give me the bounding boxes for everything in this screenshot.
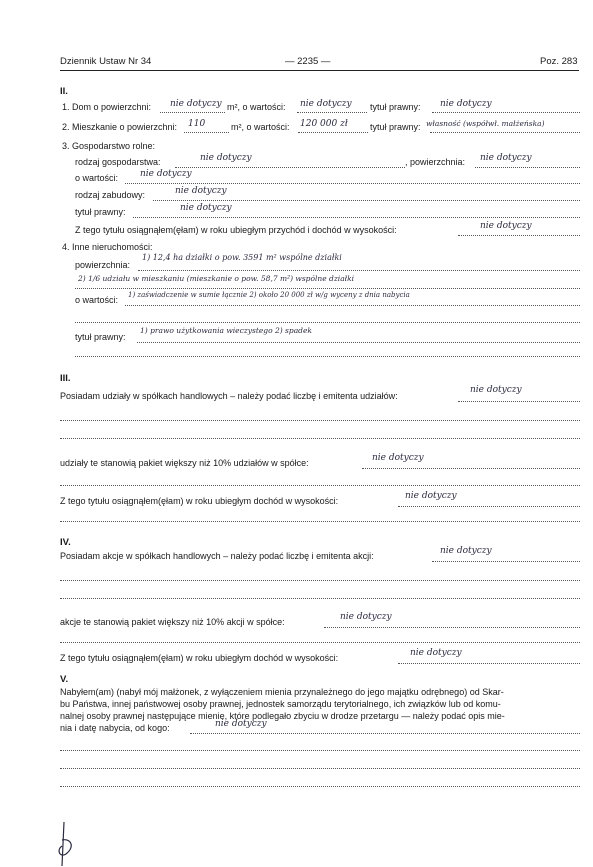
- farm-area-label: , powierzchnia:: [405, 157, 466, 167]
- house-label: 1. Dom o powierzchni:: [62, 102, 152, 112]
- shares-income-line-2: [60, 521, 580, 522]
- other-property-label: 4. Inne nieruchomości:: [62, 242, 153, 252]
- other-worth-value: 1) zaświadczenie w sumie łącznie 2) około 20 000 zł w/g wyceny z dnia nabycia: [128, 291, 410, 299]
- other-title-label: tytuł prawny:: [75, 332, 126, 342]
- farm-title-label: tytuł prawny:: [75, 207, 126, 217]
- acquisition-line: [190, 733, 580, 734]
- flat-value-value: 120 000 zł: [300, 119, 348, 129]
- shares-package-line-2: [60, 485, 580, 486]
- farm-area-value: nie dotyczy: [480, 153, 532, 163]
- house-title-value: nie dotyczy: [440, 99, 492, 109]
- house-value-value: nie dotyczy: [300, 99, 352, 109]
- flat-area-value: 110: [188, 119, 206, 129]
- stocks-income-label: Z tego tytułu osiągnąłem(ęłam) w roku ubiegłym dochód w wysokości:: [60, 653, 339, 663]
- acquisition-text-1: Nabyłem(am) (nabył mój małżonek, z wyłączeniem mienia przynależnego do jego majątku odrębnego) od Skar-: [60, 687, 504, 697]
- other-worth-line: [125, 305, 580, 306]
- other-area-value: 1) 12,4 ha działki o pow. 3591 m² wspólne działki: [142, 253, 342, 262]
- position-number: Poz. 283: [540, 56, 578, 67]
- farm-buildings-label: rodzaj zabudowy:: [75, 190, 146, 200]
- farm-title-line: [133, 217, 580, 218]
- section-ii-title: II.: [60, 86, 68, 97]
- flat-title-line: [430, 132, 580, 133]
- stocks-value: nie dotyczy: [440, 546, 492, 556]
- acquisition-text-3: nalnej osoby prawnej następujące mienie, które podlegało zbyciu w drodze przetargu — należy podać opis mie-: [60, 711, 505, 721]
- flat-label: 2. Mieszkanie o powierzchni:: [62, 122, 178, 132]
- shares-package-label: udziały te stanowią pakiet większy niż 10% udziałów w spółce:: [60, 458, 309, 468]
- initials-signature: [52, 820, 82, 867]
- flat-value-line: [298, 132, 368, 133]
- farm-income-label: Z tego tytułu osiągnąłem(ęłam) w roku ubiegłym przychód i dochód w wysokości:: [75, 225, 397, 235]
- farm-worth-value: nie dotyczy: [140, 169, 192, 179]
- other-title-line-2: [75, 356, 580, 357]
- acquisition-line-2: [60, 750, 580, 751]
- acquisition-line-4: [60, 786, 580, 787]
- house-value-line: [297, 112, 367, 113]
- flat-area-line: [184, 132, 229, 133]
- flat-title-value: własność (współwł. małżeńska): [426, 119, 545, 128]
- farm-type-line: [175, 167, 405, 168]
- acquisition-text-4: nia i datę nabycia, od kogo:: [60, 723, 170, 733]
- farm-worth-label: o wartości:: [75, 173, 119, 183]
- other-area-line-2: [75, 288, 580, 289]
- house-value-label: m², o wartości:: [227, 102, 286, 112]
- other-title-value: 1) prawo użytkowania wieczystego 2) spadek: [140, 326, 312, 335]
- farm-type-label: rodzaj gospodarstwa:: [75, 157, 161, 167]
- shares-income-label: Z tego tytułu osiągnąłem(ęłam) w roku ubiegłym dochód w wysokości:: [60, 496, 339, 506]
- other-area-label: powierzchnia:: [75, 260, 131, 270]
- house-title-label: tytuł prawny:: [370, 102, 421, 112]
- other-worth-label: o wartości:: [75, 295, 119, 305]
- flat-title-label: tytuł prawny:: [370, 122, 421, 132]
- farm-income-value: nie dotyczy: [480, 221, 532, 231]
- section-iii-title: III.: [60, 373, 71, 384]
- shares-line-2: [60, 420, 580, 421]
- shares-income-value: nie dotyczy: [405, 491, 457, 501]
- stocks-label: Posiadam akcje w spółkach handlowych – należy podać liczbę i emitenta akcji:: [60, 551, 374, 561]
- section-iv-title: IV.: [60, 537, 71, 548]
- farm-buildings-value: nie dotyczy: [175, 186, 227, 196]
- stocks-package-value: nie dotyczy: [340, 612, 392, 622]
- stocks-income-value: nie dotyczy: [410, 648, 462, 658]
- page-number: — 2235 —: [285, 56, 331, 67]
- farm-income-line: [458, 235, 580, 236]
- acquisition-value: nie dotyczy: [215, 719, 267, 729]
- journal-title: Dziennik Ustaw Nr 34: [60, 56, 152, 67]
- farm-label: 3. Gospodarstwo rolne:: [62, 141, 156, 151]
- house-title-line: [432, 112, 580, 113]
- stocks-package-line: [324, 627, 580, 628]
- shares-label: Posiadam udziały w spółkach handlowych – należy podać liczbę i emitenta udziałów:: [60, 391, 398, 401]
- farm-worth-line: [125, 183, 580, 184]
- shares-package-value: nie dotyczy: [372, 453, 424, 463]
- shares-line-3: [60, 438, 580, 439]
- shares-value: nie dotyczy: [470, 385, 522, 395]
- farm-area-line: [475, 167, 580, 168]
- other-area-value-2: 2) 1/6 udziału w mieszkaniu (mieszkanie o pow. 58,7 m²) wspólne działki: [78, 274, 355, 283]
- acquisition-line-3: [60, 768, 580, 769]
- other-title-line: [137, 342, 580, 343]
- flat-value-label: m², o wartości:: [231, 122, 290, 132]
- farm-type-value: nie dotyczy: [200, 153, 252, 163]
- stocks-line: [432, 561, 580, 562]
- shares-line: [458, 401, 580, 402]
- header-rule: [60, 70, 579, 71]
- stocks-line-2: [60, 580, 580, 581]
- shares-income-line: [398, 506, 580, 507]
- section-v-title: V.: [60, 674, 69, 685]
- stocks-package-label: akcje te stanowią pakiet większy niż 10% akcji w spółce:: [60, 617, 285, 627]
- farm-title-value: nie dotyczy: [180, 203, 232, 213]
- stocks-income-line: [398, 663, 580, 664]
- other-area-line: [138, 270, 580, 271]
- farm-buildings-line: [153, 200, 580, 201]
- other-worth-line-2: [75, 322, 580, 323]
- house-area-line: [160, 112, 225, 113]
- house-area-value: nie dotyczy: [170, 99, 222, 109]
- stocks-line-3: [60, 598, 580, 599]
- shares-package-line: [362, 468, 580, 469]
- stocks-package-line-2: [60, 642, 580, 643]
- acquisition-text-2: bu Państwa, innej państwowej osoby prawnej, jednostek samorządu terytorialnego, ich związków lub od komu-: [60, 699, 501, 709]
